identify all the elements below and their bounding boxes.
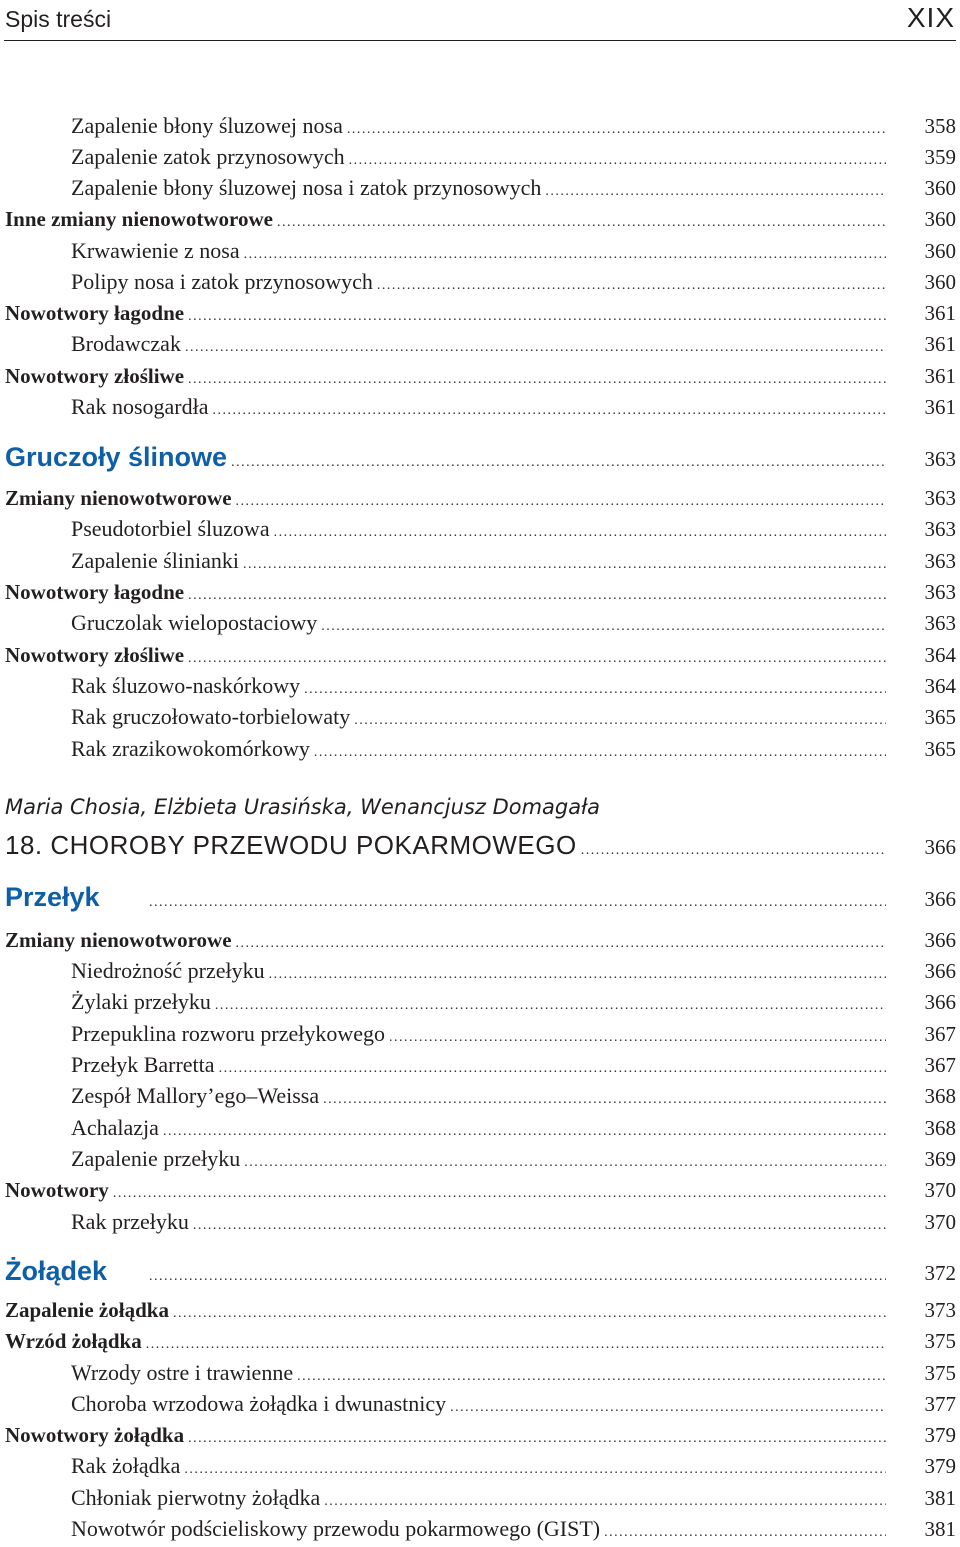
dot-leader — [188, 641, 886, 673]
toc-page-number: 366 — [924, 959, 956, 983]
dot-leader — [193, 1208, 886, 1240]
toc-page-number: 366 — [924, 928, 956, 952]
toc-entry-label: Nowotwory żołądka — [5, 1423, 185, 1447]
toc-entry[interactable] — [0, 1421, 960, 1449]
toc-subentry[interactable] — [0, 672, 960, 700]
toc-page-number: 370 — [924, 1210, 956, 1234]
toc-page-number: 379 — [924, 1454, 956, 1478]
toc-entry-label: Rak gruczołowato-torbielowaty — [71, 704, 351, 729]
toc-subentry[interactable] — [0, 1114, 960, 1142]
toc-page-number: 381 — [924, 1486, 956, 1510]
toc-entry-label: Żylaki przełyku — [71, 989, 211, 1014]
toc-page-number: 366 — [924, 990, 956, 1014]
toc-subentry[interactable] — [0, 393, 960, 421]
dot-leader — [184, 1452, 886, 1484]
toc-entry[interactable] — [0, 1327, 960, 1355]
toc-entry-label: Rak śluzowo-naskórkowy — [71, 673, 301, 698]
toc-subentry[interactable] — [0, 1390, 960, 1418]
toc-page-number: 377 — [924, 1392, 956, 1416]
toc-subentry[interactable] — [0, 988, 960, 1016]
dot-leader — [212, 393, 886, 425]
toc-page-number: 373 — [924, 1298, 956, 1322]
toc-subentry[interactable] — [0, 1515, 960, 1543]
toc-entry-label: Pseudotorbiel śluzowa — [71, 516, 270, 541]
toc-subentry[interactable] — [0, 1484, 960, 1512]
toc-entry-label: Przełyk Barretta — [71, 1052, 215, 1077]
toc-entry-label: Nowotwory złośliwe — [5, 643, 185, 667]
toc-entry-label: Żołądek — [5, 1256, 108, 1286]
toc-entry-label: Niedrożność przełyku — [71, 958, 265, 983]
toc-entry-label: Zmiany nienowotworowe — [5, 928, 232, 952]
dot-leader — [231, 442, 886, 480]
dot-leader — [321, 609, 886, 641]
toc-page-number: 360 — [924, 207, 956, 231]
toc-page-number: 366 — [924, 835, 956, 859]
toc-entry-label: Gruczoły ślinowe — [5, 442, 228, 472]
toc-chapter-heading[interactable] — [0, 829, 960, 861]
toc-subentry[interactable] — [0, 1020, 960, 1048]
toc-page-number: 364 — [924, 674, 956, 698]
dot-leader — [149, 1256, 886, 1294]
dot-leader — [185, 330, 886, 362]
toc-subentry[interactable] — [0, 1359, 960, 1387]
toc-entry-label: Zapalenie żołądka — [5, 1298, 169, 1322]
dot-leader — [113, 1176, 886, 1208]
toc-entry-label: Nowotwory złośliwe — [5, 364, 185, 388]
toc-page-number: 363 — [924, 486, 956, 510]
toc-page-number: 365 — [924, 705, 956, 729]
toc-page-number: 361 — [924, 395, 956, 419]
toc-page-number: 368 — [924, 1116, 956, 1140]
toc-entry-label: Zapalenie przełyku — [71, 1146, 241, 1171]
toc-entry-label: Nowotwory łagodne — [5, 580, 185, 604]
toc-page-number: 360 — [924, 270, 956, 294]
toc-page-number: 370 — [924, 1178, 956, 1202]
toc-entry-label: Zapalenie błony śluzowej nosa — [71, 113, 343, 138]
toc-subentry[interactable] — [0, 735, 960, 763]
toc-entry[interactable] — [0, 299, 960, 327]
dot-leader — [163, 1114, 886, 1146]
toc-subentry[interactable] — [0, 609, 960, 637]
toc-entry-label: Nowotwór podścieliskowy przewodu pokarmowego (GIST) — [71, 1516, 601, 1541]
toc-subentry[interactable] — [0, 1452, 960, 1480]
toc-entry-label: Przepuklina rozworu przełykowego — [71, 1021, 386, 1046]
toc-subentry[interactable] — [0, 330, 960, 358]
dot-leader — [149, 882, 886, 920]
toc-page-number: 363 — [924, 580, 956, 604]
toc-page-number: 372 — [924, 1261, 956, 1285]
toc-subentry[interactable] — [0, 237, 960, 265]
toc-entry[interactable] — [0, 362, 960, 390]
toc-subentry[interactable] — [0, 143, 960, 171]
toc-section-heading[interactable] — [0, 440, 960, 474]
toc-subentry[interactable] — [0, 703, 960, 731]
dot-leader — [244, 1145, 886, 1177]
toc-page-number: 363 — [924, 549, 956, 573]
toc-entry[interactable] — [0, 926, 960, 954]
toc-entry[interactable] — [0, 484, 960, 512]
dot-leader — [188, 578, 886, 610]
dot-leader — [377, 268, 886, 300]
toc-page-number: 358 — [924, 114, 956, 138]
toc-page-number: 361 — [924, 332, 956, 356]
toc-entry-label: Wrzody ostre i trawienne — [71, 1360, 294, 1385]
dot-leader — [244, 237, 886, 269]
toc-entry-label: Chłoniak pierwotny żołądka — [71, 1485, 321, 1510]
toc-subentry[interactable] — [0, 268, 960, 296]
toc-entry-label: Nowotwory — [5, 1178, 109, 1202]
toc-entry[interactable] — [0, 641, 960, 669]
toc-page-number: 361 — [924, 301, 956, 325]
toc-section-heading[interactable] — [0, 880, 960, 914]
toc-entry-label: Nowotwory łagodne — [5, 301, 185, 325]
toc-page-number: 375 — [924, 1361, 956, 1385]
toc-entry-label: Zapalenie zatok przynosowych — [71, 144, 345, 169]
toc-page-number: 365 — [924, 737, 956, 761]
toc-subentry[interactable] — [0, 1051, 960, 1079]
toc-subentry[interactable] — [0, 112, 960, 140]
toc-entry-label: Achalazja — [71, 1115, 159, 1140]
dot-leader — [545, 174, 886, 206]
toc-entry[interactable] — [0, 1296, 960, 1324]
toc-subentry[interactable] — [0, 1208, 960, 1236]
toc-entry[interactable] — [0, 578, 960, 606]
toc-subentry[interactable] — [0, 957, 960, 985]
dot-leader — [188, 362, 886, 394]
toc-page-number: 361 — [924, 364, 956, 388]
toc-page-number: 359 — [924, 145, 956, 169]
toc-subentry[interactable] — [0, 1082, 960, 1110]
dot-leader — [354, 703, 886, 735]
toc-entry-label: Zespół Mallory’ego–Weissa — [71, 1083, 320, 1108]
dot-leader — [173, 1296, 886, 1328]
dot-leader — [274, 515, 886, 547]
dot-leader — [304, 672, 886, 704]
toc-page-number: 369 — [924, 1147, 956, 1171]
toc-entry-label: Inne zmiany nienowotworowe — [5, 207, 273, 231]
toc-entry-label: Rak nosogardła — [71, 394, 209, 419]
toc-entry-label: Zapalenie ślinianki — [71, 548, 239, 573]
toc-page-number: 363 — [924, 447, 956, 471]
dot-leader — [324, 1484, 886, 1516]
toc-subentry[interactable] — [0, 547, 960, 575]
dot-leader — [297, 1359, 886, 1391]
toc-entry-label: Zmiany nienowotworowe — [5, 486, 232, 510]
toc-page-number: 364 — [924, 643, 956, 667]
dot-leader — [347, 112, 886, 144]
dot-leader — [314, 735, 886, 767]
toc-page-number: 360 — [924, 239, 956, 263]
toc-page-number: 367 — [924, 1053, 956, 1077]
toc-entry-label: Rak żołądka — [71, 1453, 181, 1478]
toc-subentry[interactable] — [0, 174, 960, 202]
dot-leader — [243, 547, 886, 579]
toc-page-number: 363 — [924, 517, 956, 541]
toc-entry-label: Krwawienie z nosa — [71, 238, 240, 263]
dot-leader — [323, 1082, 886, 1114]
toc-entry-label: Brodawczak — [71, 331, 181, 356]
page-number: XIX — [906, 2, 955, 33]
toc-page-number: 360 — [924, 176, 956, 200]
toc-entry-label: Wrzód żołądka — [5, 1329, 142, 1353]
dot-leader — [269, 957, 886, 989]
toc-entry[interactable] — [0, 205, 960, 233]
toc-entry-label: Polipy nosa i zatok przynosowych — [71, 269, 373, 294]
running-head-title: Spis treści — [5, 6, 112, 32]
toc-page-number: 381 — [924, 1517, 956, 1541]
toc-page-number: 368 — [924, 1084, 956, 1108]
toc-page-number: 363 — [924, 611, 956, 635]
dot-leader — [236, 926, 886, 958]
toc-page-number: 367 — [924, 1022, 956, 1046]
dot-leader — [277, 205, 886, 237]
toc-entry-label: 18. CHOROBY PRZEWODU POKARMOWEGO — [5, 830, 577, 860]
dot-leader — [581, 831, 886, 867]
toc-subentry[interactable] — [0, 1145, 960, 1173]
toc-entry[interactable] — [0, 1176, 960, 1204]
dot-leader — [188, 1421, 886, 1453]
dot-leader — [215, 988, 886, 1020]
toc-entry-label: Przełyk — [5, 882, 100, 912]
dot-leader — [188, 299, 886, 331]
toc-entry-label: Zapalenie błony śluzowej nosa i zatok przynosowych — [71, 175, 542, 200]
dot-leader — [236, 484, 886, 516]
dot-leader — [349, 143, 886, 175]
toc-entry-label: Choroba wrzodowa żołądka i dwunastnicy — [71, 1391, 447, 1416]
toc-page-number: 379 — [924, 1423, 956, 1447]
toc-page-number: 375 — [924, 1329, 956, 1353]
toc-entry-label: Gruczolak wielopostaciowy — [71, 610, 318, 635]
dot-leader — [450, 1390, 886, 1422]
toc-entry-label: Rak zrazikowokomórkowy — [71, 736, 310, 761]
dot-leader — [604, 1515, 886, 1547]
toc-entry-label: Rak przełyku — [71, 1209, 189, 1234]
dot-leader — [219, 1051, 886, 1083]
dot-leader — [389, 1020, 886, 1052]
dot-leader — [146, 1327, 886, 1359]
toc-subentry[interactable] — [0, 515, 960, 543]
toc-section-heading[interactable] — [0, 1254, 960, 1288]
chapter-authors: Maria Chosia, Elżbieta Urasińska, Wenancjusz Domagała — [5, 795, 601, 819]
toc-page-number: 366 — [924, 887, 956, 911]
